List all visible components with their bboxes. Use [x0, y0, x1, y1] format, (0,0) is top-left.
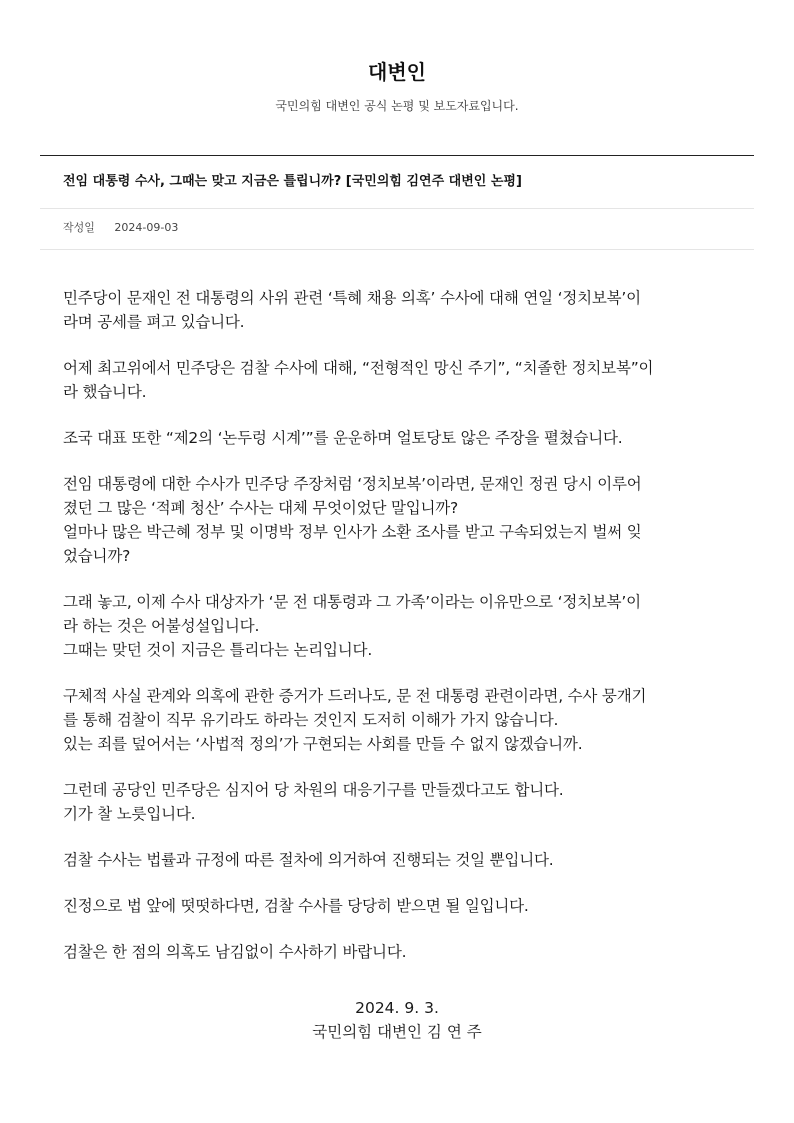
body-paragraph	[63, 426, 733, 450]
post-body	[63, 286, 733, 986]
paragraph-line: 있는 죄를 덮어서는 ‘사법적 정의’가 구현되는 사회를 만들 수 없지 않겠습니까.	[63, 735, 583, 753]
site-title[interactable]: 대변인	[368, 60, 426, 84]
body-paragraph	[63, 778, 733, 826]
signature-date: 2024. 9. 3.	[355, 999, 439, 1017]
post-meta	[63, 219, 178, 237]
paragraph-line: 그때는 맞던 것이 지금은 틀리다는 논리입니다.	[63, 641, 373, 659]
paragraph-line: 그래 놓고, 이제 수사 대상자가 ‘문 전 대통령과 그 가족’이라는 이유만으로 ‘정치보복’이	[63, 593, 641, 611]
signature-name: 국민의힘 대변인 김 연 주	[312, 1023, 482, 1041]
body-paragraph	[63, 894, 733, 918]
body-paragraph	[63, 356, 733, 404]
paragraph-line: 졌던 그 많은 ‘적폐 청산’ 수사는 대체 무엇이었단 말입니까?	[63, 499, 459, 517]
site-subtitle: 국민의힘 대변인 공식 논평 및 보도자료입니다.	[275, 99, 519, 113]
post-header	[40, 155, 754, 234]
post-title: 전임 대통령 수사, 그때는 맞고 지금은 틀립니까? [국민의힘 김연주 대변인 논평]	[63, 174, 522, 189]
body-paragraph	[63, 848, 733, 872]
paragraph-line: 조국 대표 또한 “제2의 ‘논두렁 시계’”를 운운하며 얼토당토 않은 주장을 펼쳤습니다.	[63, 429, 623, 447]
paragraph-line: 검찰 수사는 법률과 규정에 따른 절차에 의거하여 진행되는 것일 뿐입니다.	[63, 851, 554, 869]
divider	[40, 208, 754, 209]
paragraph-line: 라며 공세를 펴고 있습니다.	[63, 313, 245, 331]
paragraph-line: 라 했습니다.	[63, 383, 147, 401]
paragraph-line: 민주당이 문재인 전 대통령의 사위 관련 ‘특혜 채용 의혹’ 수사에 대해 연일 ‘정치보복’이	[63, 289, 641, 307]
body-paragraph	[63, 590, 733, 662]
paragraph-line: 진정으로 법 앞에 떳떳하다면, 검찰 수사를 당당히 받으면 될 일입니다.	[63, 897, 529, 915]
paragraph-line: 기가 찰 노릇입니다.	[63, 805, 196, 823]
paragraph-line: 얼마나 많은 박근혜 정부 및 이명박 정부 인사가 소환 조사를 받고 구속되었는지 벌써 잊	[63, 523, 642, 541]
post-date: 2024-09-03	[114, 221, 179, 234]
body-paragraph	[63, 286, 733, 334]
paragraph-line: 라 하는 것은 어불성설입니다.	[63, 617, 260, 635]
paragraph-line: 를 통해 검찰이 직무 유기라도 하라는 것인지 도저히 이해가 가지 않습니다.	[63, 711, 559, 729]
paragraph-line: 전임 대통령에 대한 수사가 민주당 주장처럼 ‘정치보복’이라면, 문재인 정권 당시 이루어	[63, 475, 642, 493]
paragraph-line: 검찰은 한 점의 의혹도 남김없이 수사하기 바랍니다.	[63, 943, 407, 961]
paragraph-line: 어제 최고위에서 민주당은 검찰 수사에 대해, “전형적인 망신 주기”, “치졸한 정치보복”이	[63, 359, 654, 377]
paragraph-line: 그런데 공당인 민주당은 심지어 당 차원의 대응기구를 만들겠다고도 합니다.	[63, 781, 564, 799]
divider	[40, 249, 754, 250]
body-paragraph	[63, 472, 733, 568]
date-label: 작성일	[63, 221, 95, 234]
paragraph-line: 었습니까?	[63, 547, 131, 565]
body-paragraph	[63, 684, 733, 756]
signature	[0, 996, 794, 1044]
paragraph-line: 구체적 사실 관계와 의혹에 관한 증거가 드러나도, 문 전 대통령 관련이라면, 수사 뭉개기	[63, 687, 647, 705]
body-paragraph	[63, 940, 733, 964]
